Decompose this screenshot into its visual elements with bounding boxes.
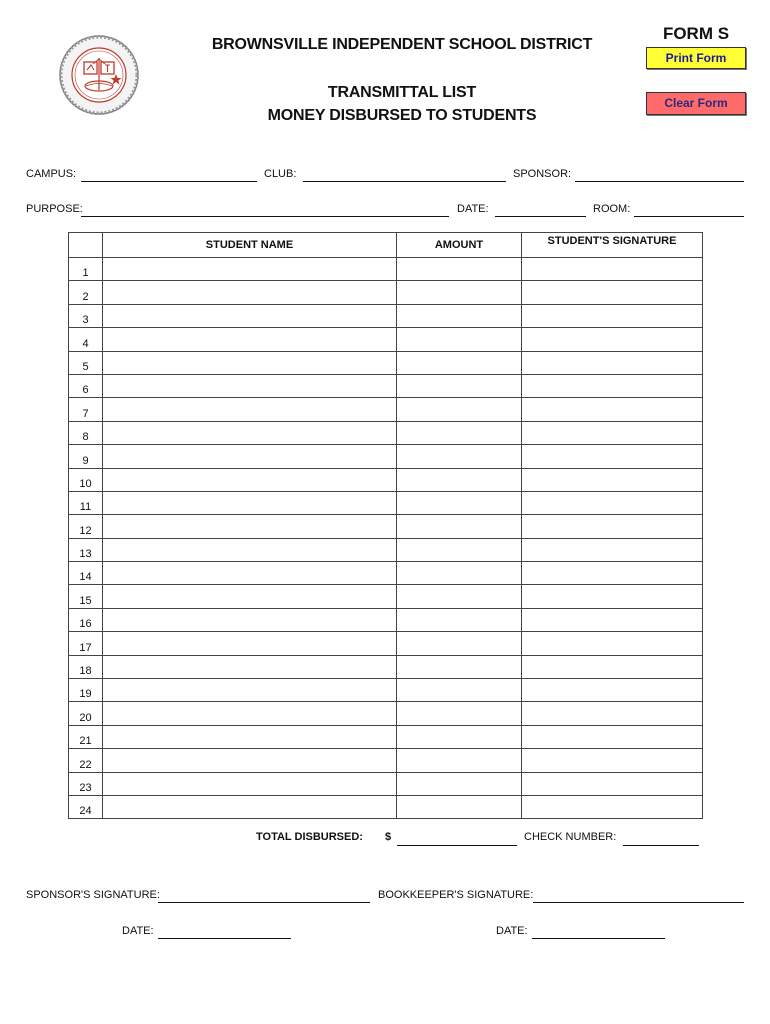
student-signature-cell[interactable] [522, 398, 703, 421]
amount-cell[interactable] [397, 538, 522, 561]
table-row [69, 328, 703, 351]
row-number: 18 [69, 655, 103, 678]
row-number: 20 [69, 702, 103, 725]
student-name-cell[interactable] [103, 468, 397, 491]
disbursement-table [68, 232, 703, 819]
check-number-field[interactable] [623, 845, 699, 846]
student-signature-cell[interactable] [522, 725, 703, 748]
student-name-cell[interactable] [103, 351, 397, 374]
student-signature-cell[interactable] [522, 468, 703, 491]
amount-cell[interactable] [397, 749, 522, 772]
date-field[interactable] [495, 216, 586, 217]
row-number: 24 [69, 795, 103, 818]
student-signature-header: STUDENT'S SIGNATURE [522, 233, 703, 258]
amount-cell[interactable] [397, 702, 522, 725]
row-number: 14 [69, 562, 103, 585]
amount-cell[interactable] [397, 398, 522, 421]
student-signature-cell[interactable] [522, 351, 703, 374]
student-name-cell[interactable] [103, 679, 397, 702]
student-name-cell[interactable] [103, 608, 397, 631]
table-row [69, 749, 703, 772]
table-row [69, 608, 703, 631]
student-name-cell[interactable] [103, 725, 397, 748]
club-label: CLUB: [264, 168, 297, 180]
student-name-cell[interactable] [103, 258, 397, 281]
student-signature-cell[interactable] [522, 795, 703, 818]
amount-cell[interactable] [397, 608, 522, 631]
student-signature-cell[interactable] [522, 374, 703, 397]
bookkeeper-date-field[interactable] [532, 938, 665, 939]
table-row [69, 515, 703, 538]
amount-cell[interactable] [397, 491, 522, 514]
table-row [69, 702, 703, 725]
amount-cell[interactable] [397, 258, 522, 281]
table-row [69, 258, 703, 281]
bookkeeper-date-label: DATE: [496, 925, 528, 937]
total-disbursed-label: TOTAL DISBURSED: [256, 831, 363, 843]
amount-cell[interactable] [397, 679, 522, 702]
row-number-header [69, 233, 103, 258]
student-signature-cell[interactable] [522, 702, 703, 725]
bookkeeper-signature-label: BOOKKEEPER'S SIGNATURE: [378, 889, 534, 901]
table-row [69, 398, 703, 421]
district-seal-icon [58, 34, 140, 116]
student-name-cell[interactable] [103, 515, 397, 538]
amount-cell[interactable] [397, 655, 522, 678]
table-row [69, 772, 703, 795]
student-name-cell[interactable] [103, 328, 397, 351]
table-row [69, 585, 703, 608]
student-signature-cell[interactable] [522, 304, 703, 327]
student-name-header: STUDENT NAME [103, 233, 397, 258]
amount-cell[interactable] [397, 328, 522, 351]
table-row [69, 795, 703, 818]
table-row [69, 632, 703, 655]
row-number: 5 [69, 351, 103, 374]
sponsor-signature-label: SPONSOR'S SIGNATURE: [26, 889, 160, 901]
student-signature-cell[interactable] [522, 538, 703, 561]
row-number: 2 [69, 281, 103, 304]
table-row [69, 281, 703, 304]
amount-cell[interactable] [397, 772, 522, 795]
student-signature-cell[interactable] [522, 445, 703, 468]
row-number: 3 [69, 304, 103, 327]
form-id-label: FORM S [662, 24, 730, 43]
row-number: 19 [69, 679, 103, 702]
student-name-cell[interactable] [103, 491, 397, 514]
amount-cell[interactable] [397, 351, 522, 374]
student-name-cell[interactable] [103, 445, 397, 468]
amount-cell[interactable] [397, 632, 522, 655]
total-disbursed-field[interactable] [397, 845, 517, 846]
amount-cell[interactable] [397, 468, 522, 491]
room-field[interactable] [634, 216, 744, 217]
amount-cell[interactable] [397, 725, 522, 748]
row-number: 1 [69, 258, 103, 281]
row-number: 21 [69, 725, 103, 748]
form-title-line1: TRANSMITTAL LIST [327, 84, 477, 101]
room-label: ROOM: [593, 203, 631, 215]
row-number: 8 [69, 421, 103, 444]
table-row [69, 491, 703, 514]
student-signature-cell[interactable] [522, 608, 703, 631]
amount-cell[interactable] [397, 421, 522, 444]
row-number: 4 [69, 328, 103, 351]
student-name-cell[interactable] [103, 655, 397, 678]
row-number: 12 [69, 515, 103, 538]
student-signature-cell[interactable] [522, 772, 703, 795]
sponsor-date-label: DATE: [122, 925, 154, 937]
currency-symbol: $ [385, 831, 392, 843]
row-number: 6 [69, 374, 103, 397]
amount-cell[interactable] [397, 281, 522, 304]
student-signature-cell[interactable] [522, 515, 703, 538]
amount-cell[interactable] [397, 795, 522, 818]
row-number: 10 [69, 468, 103, 491]
student-name-cell[interactable] [103, 562, 397, 585]
table-row [69, 725, 703, 748]
row-number: 17 [69, 632, 103, 655]
print-form-button[interactable]: Print Form [646, 47, 746, 69]
purpose-label: PURPOSE: [26, 203, 83, 215]
row-number: 23 [69, 772, 103, 795]
club-field[interactable] [303, 181, 506, 182]
student-signature-cell[interactable] [522, 281, 703, 304]
amount-cell[interactable] [397, 304, 522, 327]
student-signature-cell[interactable] [522, 585, 703, 608]
row-number: 11 [69, 491, 103, 514]
form-title-line2: MONEY DISBURSED TO STUDENTS [267, 107, 537, 124]
row-number: 9 [69, 445, 103, 468]
student-name-cell[interactable] [103, 398, 397, 421]
row-number: 15 [69, 585, 103, 608]
student-name-cell[interactable] [103, 772, 397, 795]
student-signature-cell[interactable] [522, 491, 703, 514]
table-row [69, 468, 703, 491]
table-row [69, 421, 703, 444]
student-signature-cell[interactable] [522, 328, 703, 351]
table-row [69, 538, 703, 561]
student-signature-cell[interactable] [522, 258, 703, 281]
sponsor-date-field[interactable] [158, 938, 291, 939]
campus-label: CAMPUS: [26, 168, 77, 180]
bookkeeper-signature-field[interactable] [533, 902, 744, 903]
student-name-cell[interactable] [103, 421, 397, 444]
student-name-cell[interactable] [103, 374, 397, 397]
clear-form-button[interactable]: Clear Form [646, 92, 746, 115]
student-name-cell[interactable] [103, 585, 397, 608]
district-name: BROWNSVILLE INDEPENDENT SCHOOL DISTRICT [211, 36, 593, 53]
campus-field[interactable] [81, 181, 257, 182]
table-row [69, 351, 703, 374]
student-name-cell[interactable] [103, 281, 397, 304]
student-name-cell[interactable] [103, 304, 397, 327]
student-name-cell[interactable] [103, 702, 397, 725]
student-signature-cell[interactable] [522, 749, 703, 772]
row-number: 16 [69, 608, 103, 631]
student-name-cell[interactable] [103, 749, 397, 772]
row-number: 13 [69, 538, 103, 561]
student-signature-cell[interactable] [522, 421, 703, 444]
check-number-label: CHECK NUMBER: [524, 831, 617, 843]
sponsor-label: SPONSOR: [513, 168, 572, 180]
row-number: 7 [69, 398, 103, 421]
amount-cell[interactable] [397, 562, 522, 585]
student-signature-cell[interactable] [522, 632, 703, 655]
amount-header: AMOUNT [397, 233, 522, 258]
table-row [69, 655, 703, 678]
date-label: DATE: [457, 203, 489, 215]
sponsor-field[interactable] [575, 181, 744, 182]
table-row [69, 445, 703, 468]
table-row [69, 304, 703, 327]
table-row [69, 374, 703, 397]
student-signature-cell[interactable] [522, 562, 703, 585]
amount-cell[interactable] [397, 585, 522, 608]
student-name-cell[interactable] [103, 795, 397, 818]
student-name-cell[interactable] [103, 538, 397, 561]
table-header-row [69, 233, 703, 258]
student-name-cell[interactable] [103, 632, 397, 655]
table-row [69, 562, 703, 585]
sponsor-signature-field[interactable] [158, 902, 370, 903]
amount-cell[interactable] [397, 445, 522, 468]
table-row [69, 679, 703, 702]
student-signature-cell[interactable] [522, 679, 703, 702]
amount-cell[interactable] [397, 374, 522, 397]
purpose-field[interactable] [81, 216, 449, 217]
amount-cell[interactable] [397, 515, 522, 538]
student-signature-cell[interactable] [522, 655, 703, 678]
row-number: 22 [69, 749, 103, 772]
